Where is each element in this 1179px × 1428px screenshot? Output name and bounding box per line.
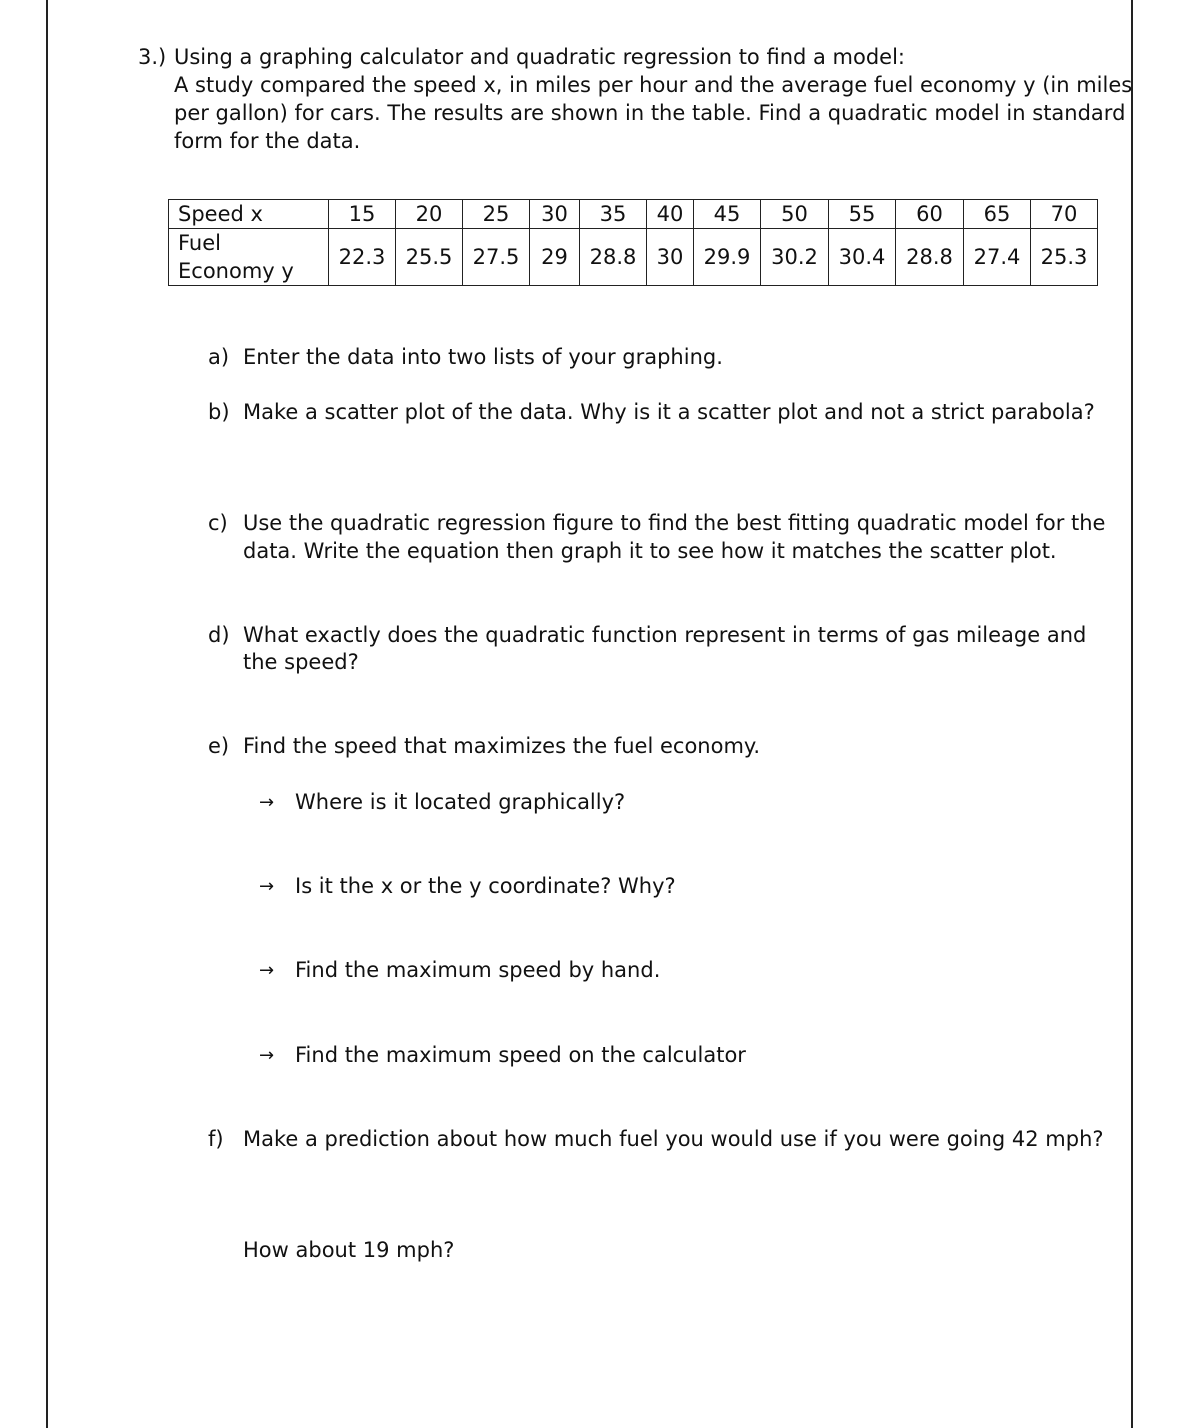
question-d-text-line1: What exactly does the quadratic function represent in terms of gas mileage and xyxy=(243,623,1087,647)
right-arrow-icon: → xyxy=(259,876,275,897)
question-c-text-line2: data. Write the equation then graph it to see how it matches the scatter plot. xyxy=(243,539,1057,563)
speed-cell: 50 xyxy=(761,200,829,229)
right-arrow-icon: → xyxy=(259,1045,275,1066)
question-f-label: f) xyxy=(208,1127,224,1151)
question-f-text: Make a prediction about how much fuel you would use if you were going 42 mph? xyxy=(243,1127,1104,1151)
question-a-label: a) xyxy=(208,345,230,369)
right-arrow-icon: → xyxy=(259,960,275,981)
speed-cell: 35 xyxy=(580,200,647,229)
right-arrow-icon: → xyxy=(259,792,275,813)
question-f-followup: How about 19 mph? xyxy=(243,1238,455,1262)
speed-cell: 25 xyxy=(463,200,530,229)
economy-cell: 27.5 xyxy=(463,229,530,286)
speed-cell: 55 xyxy=(829,200,896,229)
economy-row-label xyxy=(169,229,329,286)
speed-row-label: Speed x xyxy=(169,200,329,229)
left-border-line xyxy=(46,0,48,1428)
economy-cell: 22.3 xyxy=(329,229,396,286)
economy-cell: 25.5 xyxy=(396,229,463,286)
question-e-sub-3: Find the maximum speed by hand. xyxy=(295,958,661,982)
question-c-text-line1: Use the quadratic regression figure to find the best fitting quadratic model for the xyxy=(243,511,1106,535)
intro-line: form for the data. xyxy=(174,129,361,153)
question-e-sub-4: Find the maximum speed on the calculator xyxy=(295,1043,746,1067)
question-b-text: Make a scatter plot of the data. Why is it a scatter plot and not a strict parabola? xyxy=(243,400,1095,424)
intro-line: A study compared the speed x, in miles per hour and the average fuel economy y (in miles xyxy=(174,73,1133,97)
speed-cell: 15 xyxy=(329,200,396,229)
economy-cell: 30 xyxy=(647,229,694,286)
question-e-text: Find the speed that maximizes the fuel economy. xyxy=(243,734,761,758)
economy-cell: 28.8 xyxy=(896,229,964,286)
speed-cell: 20 xyxy=(396,200,463,229)
question-d-label: d) xyxy=(208,623,230,647)
question-b-label: b) xyxy=(208,400,230,424)
speed-cell: 70 xyxy=(1031,200,1098,229)
economy-label-line1: Fuel xyxy=(178,231,221,255)
economy-cell: 27.4 xyxy=(964,229,1031,286)
intro-line: per gallon) for cars. The results are shown in the table. Find a quadratic model in standard xyxy=(174,101,1126,125)
question-a-text: Enter the data into two lists of your graphing. xyxy=(243,345,723,369)
problem-intro xyxy=(174,71,1132,155)
question-e-label: e) xyxy=(208,734,230,758)
economy-label-line2: Economy y xyxy=(178,259,294,283)
question-e-sub-2: Is it the x or the y coordinate? Why? xyxy=(295,874,676,898)
speed-cell: 65 xyxy=(964,200,1031,229)
speed-cell: 45 xyxy=(694,200,761,229)
right-border-line xyxy=(1131,0,1133,1428)
economy-cell: 29 xyxy=(530,229,580,286)
problem-number: 3.) xyxy=(138,45,167,69)
economy-row xyxy=(169,229,1098,286)
economy-cell: 30.4 xyxy=(829,229,896,286)
economy-cell: 30.2 xyxy=(761,229,829,286)
speed-cell: 40 xyxy=(647,200,694,229)
data-table xyxy=(168,199,1098,286)
economy-cell: 29.9 xyxy=(694,229,761,286)
question-e-sub-1: Where is it located graphically? xyxy=(295,790,626,814)
question-d-text-line2: the speed? xyxy=(243,650,359,674)
speed-cell: 60 xyxy=(896,200,964,229)
question-c-label: c) xyxy=(208,511,228,535)
economy-cell: 28.8 xyxy=(580,229,647,286)
speed-cell: 30 xyxy=(530,200,580,229)
economy-cell: 25.3 xyxy=(1031,229,1098,286)
problem-heading: Using a graphing calculator and quadratic regression to find a model: xyxy=(174,45,906,69)
speed-row xyxy=(169,200,1098,229)
